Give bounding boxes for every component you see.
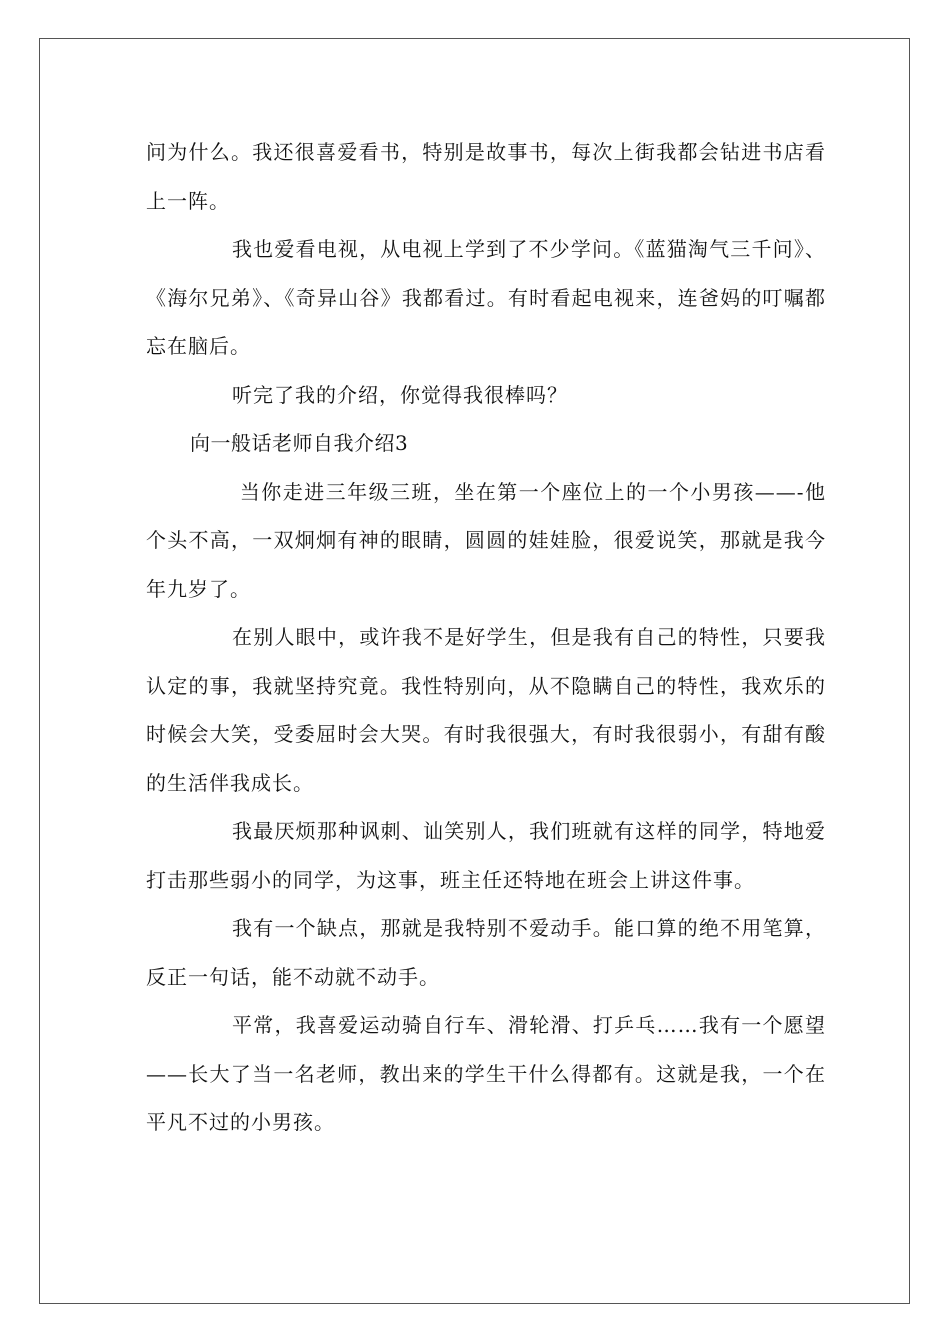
paragraph: 听完了我的介绍，你觉得我很棒吗？ [232, 382, 568, 407]
paragraph: 我也爱看电视，从电视上学到了不少学问。《蓝猫淘气三千问》、《海尔兄弟》、《奇异山谷》我都看过。有时看起电视来，连爸妈的叮嘱都忘在脑后。 [146, 237, 826, 358]
paragraph: 我有一个缺点，那就是我特别不爱动手。能口算的绝不用笔算，反正一句话，能不动就不动手。 [146, 916, 826, 989]
paragraph: 在别人眼中，或许我不是好学生，但是我有自己的特性，只要我认定的事，我就坚持究竟。我性特别向，从不隐瞒自己的特性，我欢乐的时候会大笑，受委屈时会大哭。有时我很强大，有时我很弱小，有甜有酸的生活伴我成长。 [146, 625, 826, 795]
paragraph: 我最厌烦那种讽刺、讪笑别人，我们班就有这样的同学，特地爱打击那些弱小的同学，为这事，班主任还特地在班会上讲这件事。 [146, 819, 826, 892]
paragraph: 当你走进三年级三班，坐在第一个座位上的一个小男孩——-他个头不高，一双炯炯有神的眼睛，圆圆的娃娃脸，很爱说笑，那就是我今年九岁了。 [146, 479, 827, 601]
document-body [146, 128, 826, 1147]
paragraph: 问为什么。我还很喜爱看书，特别是故事书，每次上街我都会钻进书店看上一阵。 [146, 140, 826, 213]
section-heading: 向一般话老师自我介绍3 [190, 431, 409, 455]
paragraph: 平常，我喜爱运动骑自行车、滑轮滑、打乒乓……我有一个愿望——长大了当一名老师，教出来的学生干什么得都有。这就是我，一个在平凡不过的小男孩。 [146, 1013, 826, 1134]
